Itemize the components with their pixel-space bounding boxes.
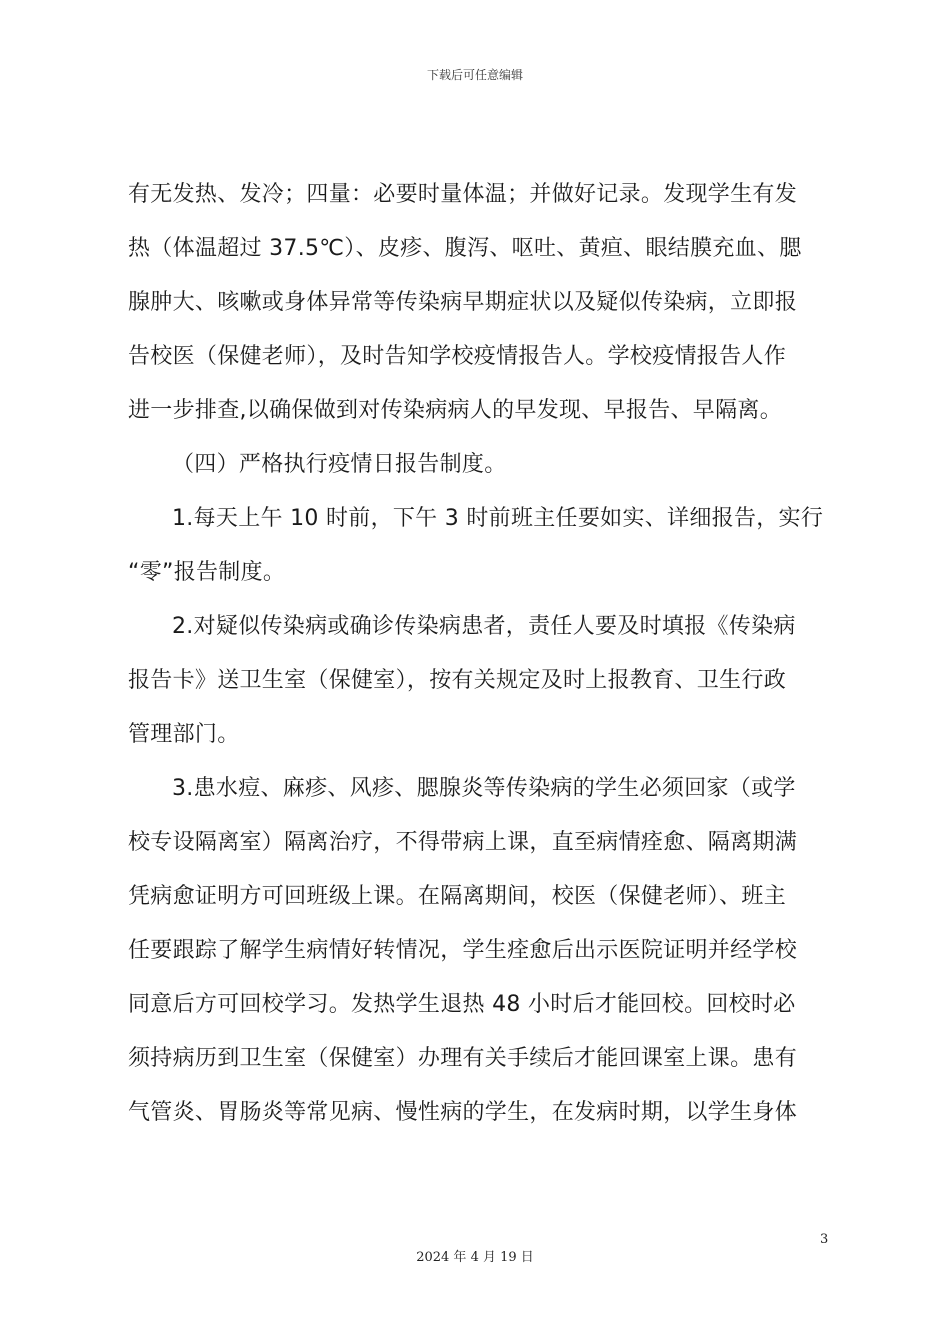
- text-line: 有无发热、发冷；四量：必要时量体温；并做好记录。发现学生有发: [128, 182, 798, 207]
- text-line: 校专设隔离室）隔离治疗，不得带病上课，直至病情痊愈、隔离期满: [128, 830, 798, 855]
- text-line: 热（体温超过 37.5℃）、皮疹、腹泻、呕吐、黄疸、眼结膜充血、腮: [128, 236, 802, 261]
- document-body: [128, 172, 840, 1144]
- section-heading: （四）严格执行疫情日报告制度。: [172, 452, 507, 477]
- page-footer-date: 2024 年 4 月 19 日: [416, 1250, 534, 1265]
- text-line: 须持病历到卫生室（保健室）办理有关手续后才能回课室上课。患有: [128, 1046, 798, 1071]
- text-line: 告校医（保健老师），及时告知学校疫情报告人。学校疫情报告人作: [128, 344, 787, 369]
- text-line: 报告卡》送卫生室（保健室），按有关规定及时上报教育、卫生行政: [128, 668, 787, 693]
- text-line: 凭病愈证明方可回班级上课。在隔离期间，校医（保健老师）、班主: [128, 884, 787, 909]
- text-line: “零”报告制度。: [128, 560, 286, 585]
- text-line: 任要跟踪了解学生病情好转情况，学生痊愈后出示医院证明并经学校: [128, 938, 798, 963]
- text-line: 气管炎、胃肠炎等常见病、慢性病的学生，在发病时期，以学生身体: [128, 1100, 798, 1125]
- text-line: 进一步排查,以确保做到对传染病病人的早发现、早报告、早隔离。: [128, 398, 782, 423]
- text-line: 同意后方可回校学习。发热学生退热 48 小时后才能回校。回校时必: [128, 992, 796, 1017]
- page-number: 3: [820, 1232, 829, 1247]
- text-line: 2.对疑似传染病或确诊传染病患者，责任人要及时填报《传染病: [172, 614, 796, 639]
- text-line: 管理部门。: [128, 722, 240, 747]
- text-line: 腺肿大、咳嗽或身体异常等传染病早期症状以及疑似传染病，立即报: [128, 290, 798, 315]
- text-line: 1.每天上午 10 时前，下午 3 时前班主任要如实、详细报告，实行: [172, 506, 824, 531]
- page-header: 下载后可任意编辑: [426, 68, 523, 82]
- text-line: 3.患水痘、麻疹、风疹、腮腺炎等传染病的学生必须回家（或学: [172, 776, 796, 801]
